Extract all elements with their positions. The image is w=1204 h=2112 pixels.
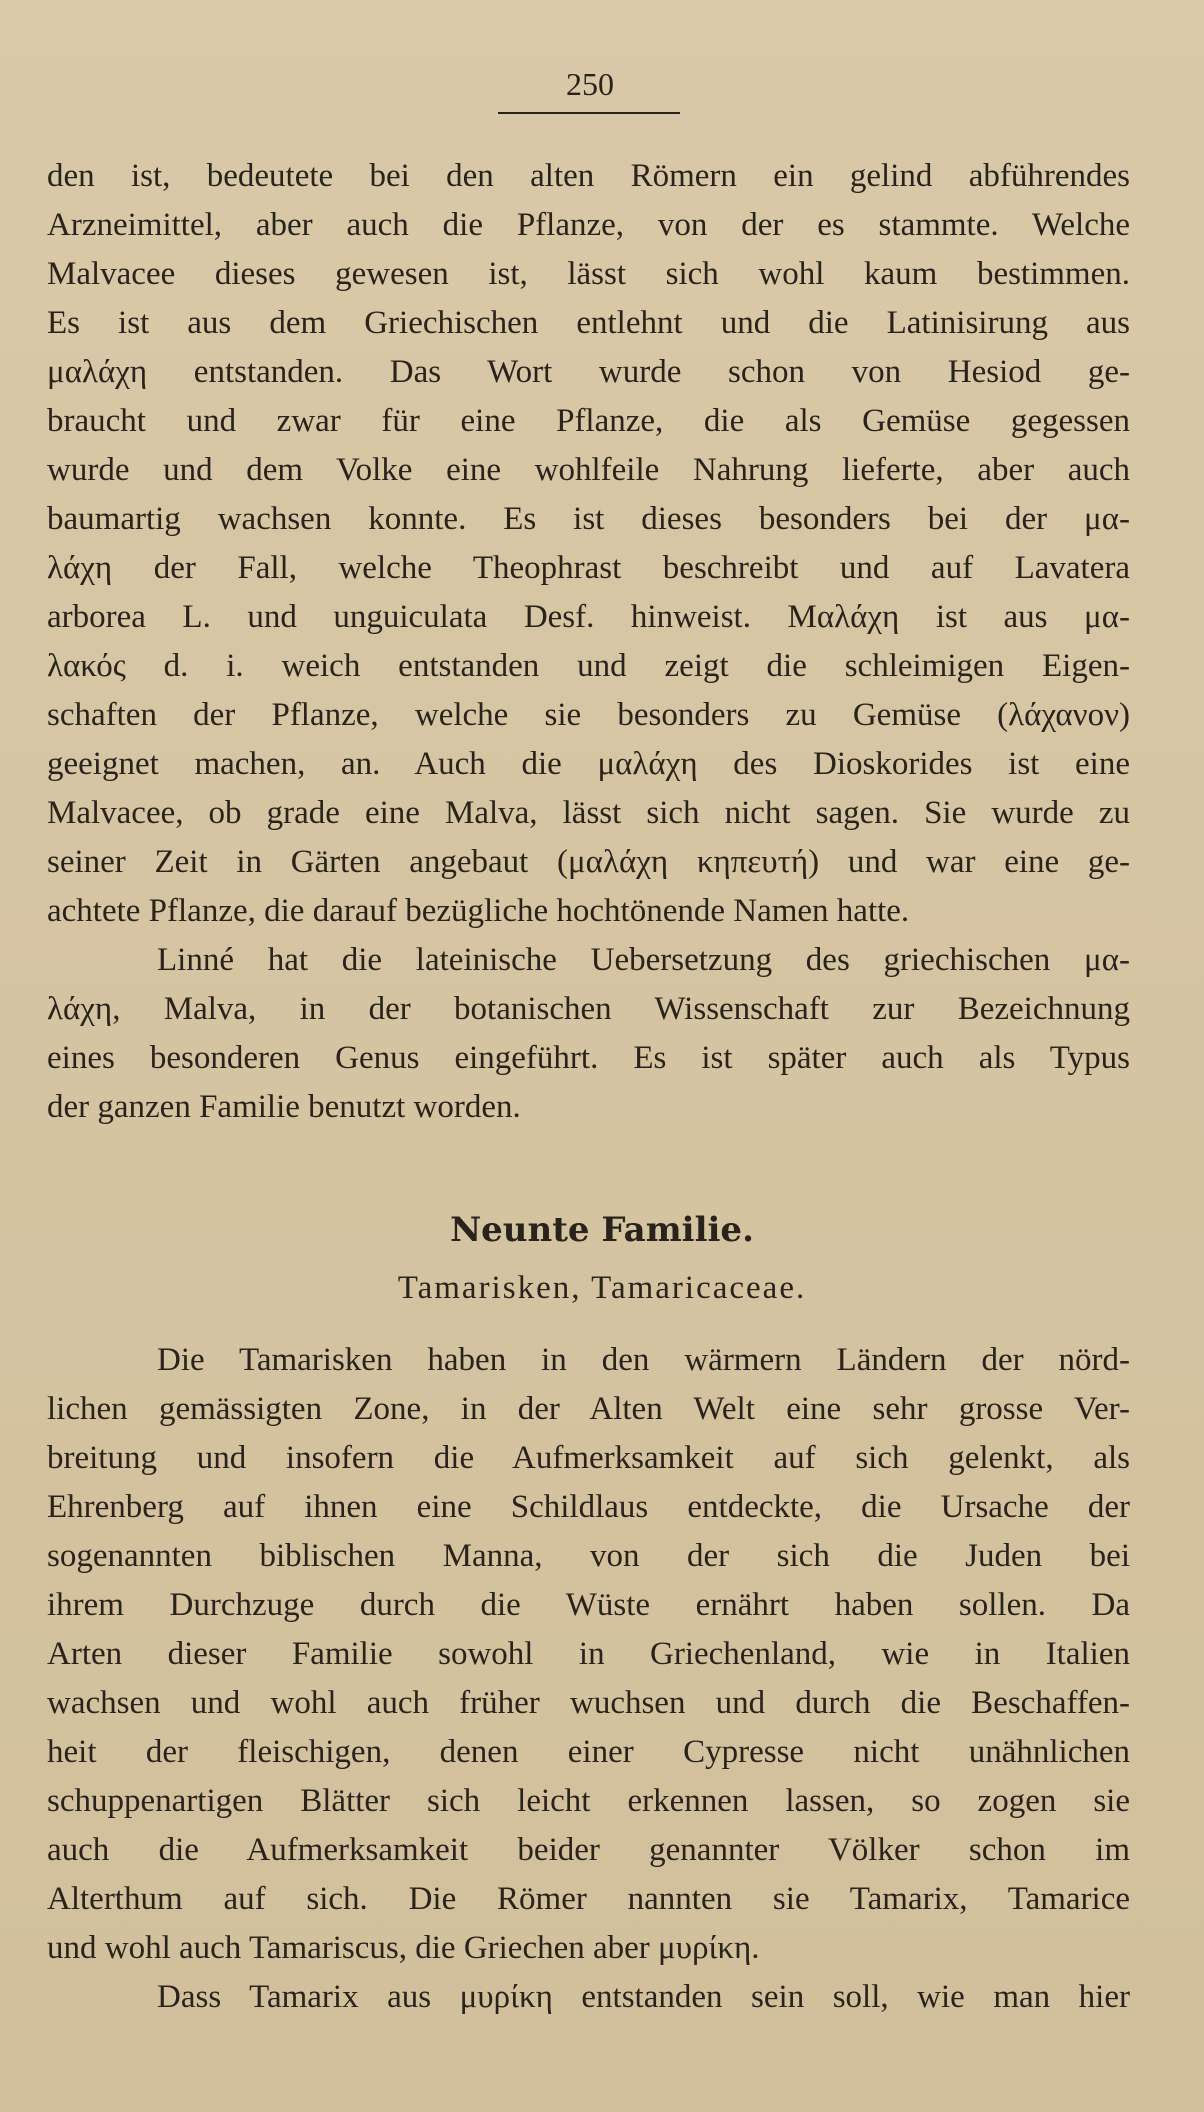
text-line: arborea L. und unguiculata Desf. hinweist. Μαλάχη ist aus μα- [47,599,1130,635]
text-line: und wohl auch Tamariscus, die Griechen aber μυρίκη. [47,1930,760,1966]
text-line: lichen gemässigten Zone, in der Alten Welt eine sehr grosse Ver- [47,1391,1130,1427]
text-line: den ist, bedeutete bei den alten Römern ein gelind abführendes [47,158,1130,194]
paragraph-3 [47,1336,1130,1973]
paragraph-1 [47,152,1130,936]
text-line: breitung und insofern die Aufmerksamkeit auf sich gelenkt, als [47,1440,1130,1476]
page-number: 250 [566,66,614,102]
text-line: eines besonderen Genus eingeführt. Es ist später auch als Typus [47,1040,1130,1076]
section-heading: Neunte Familie. [450,1210,754,1250]
text-line: Dass Tamarix aus μυρίκη entstanden sein soll, wie man hier [157,1979,1130,2015]
text-line: braucht und zwar für eine Pflanze, die als Gemüse gegessen [47,403,1130,439]
text-line: heit der fleischigen, denen einer Cypresse nicht unähnlichen [47,1734,1130,1770]
paragraph-4 [47,1973,1130,2022]
text-line: Die Tamarisken haben in den wärmern Ländern der nörd- [157,1342,1130,1378]
text-line: seiner Zeit in Gärten angebaut (μαλάχη κηπευτή) und war eine ge- [47,844,1130,880]
text-line: baumartig wachsen konnte. Es ist dieses besonders bei der μα- [47,501,1130,537]
text-line: Malvacee dieses gewesen ist, lässt sich wohl kaum bestimmen. [47,256,1130,292]
text-line: wurde und dem Volke eine wohlfeile Nahrung lieferte, aber auch [47,452,1130,488]
text-line: Es ist aus dem Griechischen entlehnt und die Latinisirung aus [47,305,1130,341]
text-line: λάχη, Malva, in der botanischen Wissenschaft zur Bezeichnung [47,991,1130,1027]
text-line: λακός d. i. weich entstanden und zeigt die schleimigen Eigen- [47,648,1130,684]
text-line: Alterthum auf sich. Die Römer nannten sie Tamarix, Tamarice [47,1881,1130,1917]
text-line: λάχη der Fall, welche Theophrast beschreibt und auf Lavatera [47,550,1130,586]
text-line: wachsen und wohl auch früher wuchsen und durch die Beschaffen- [47,1685,1130,1721]
text-line: Linné hat die lateinische Uebersetzung des griechischen μα- [157,942,1130,978]
text-line: geeignet machen, an. Auch die μαλάχη des Dioskorides ist eine [47,746,1130,782]
text-line: Malvacee, ob grade eine Malva, lässt sich nicht sagen. Sie wurde zu [47,795,1130,831]
text-line: Arten dieser Familie sowohl in Griechenland, wie in Italien [47,1636,1130,1672]
text-line: sogenannten biblischen Manna, von der sich die Juden bei [47,1538,1130,1574]
text-line: schaften der Pflanze, welche sie besonders zu Gemüse (λάχανον) [47,697,1130,733]
text-line: Ehrenberg auf ihnen eine Schildlaus entdeckte, die Ursache der [47,1489,1130,1525]
text-line: schuppenartigen Blätter sich leicht erkennen lassen, so zogen sie [47,1783,1130,1819]
section-subheading: Tamarisken, Tamaricaceae. [397,1270,807,1306]
text-line: achtete Pflanze, die darauf bezügliche hochtönende Namen hatte. [47,893,910,929]
text-line: μαλάχη entstanden. Das Wort wurde schon von Hesiod ge- [47,354,1130,390]
text-line: auch die Aufmerksamkeit beider genannter Völker schon im [47,1832,1130,1868]
header-rule [498,112,680,114]
text-line: ihrem Durchzuge durch die Wüste ernährt haben sollen. Da [47,1587,1130,1623]
text-line: Arzneimittel, aber auch die Pflanze, von der es stammte. Welche [47,207,1130,243]
paragraph-2 [47,936,1130,1132]
text-line: der ganzen Familie benutzt worden. [47,1089,521,1125]
